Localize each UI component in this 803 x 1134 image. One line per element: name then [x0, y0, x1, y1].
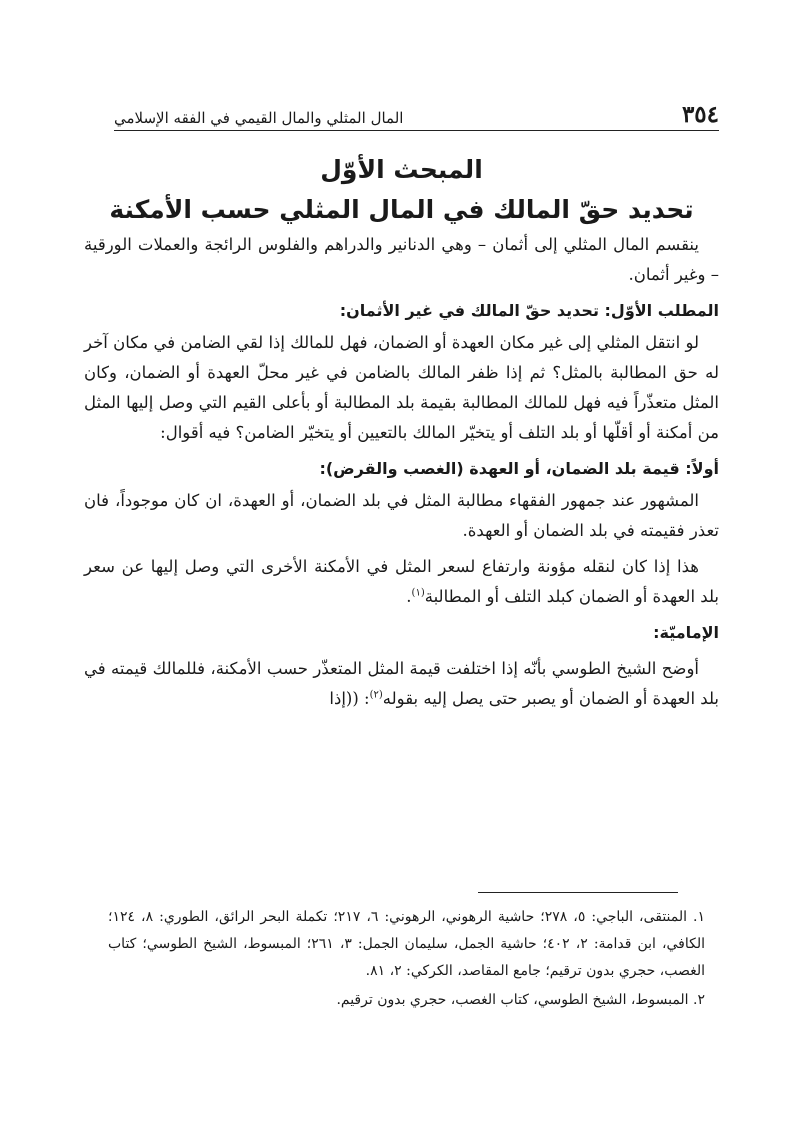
- footnote-1: ١. المنتقى، الباجي: ٥، ٢٧٨؛ حاشية الرهوني، الرهوني: ٦، ٢١٧؛ تكملة البحر الرائق، الطوري: ٨، ١٢٤؛ الكافي، ابن قدامة: ٢، ٤٠٢؛ حاشية الجمل، سليمان الجمل: ٣، ٢٦١؛ المبسوط، الشيخ الطوسي؛ كتاب الغصب، حجري بدون ترقيم؛ جامع المقاصد، الكركي: ٢، ٨١.: [108, 909, 706, 979]
- imamiyya-heading: الإماميّة:: [653, 623, 719, 642]
- section-1-paragraph: لو انتقل المثلي إلى غير مكان العهدة أو الضمان، فهل للمالك إذا لقي الضامن في مكان آخر له حق المطالبة بالمثل؟ ثم إذا ظفر المالك بالضامن في غير محلّ العهدة أو الضمان، وكان المثل متعذّراً فيه فهل للمالك المطالبة بقيمة بلد المطالبة أو بأعلى القيم التي وصل إليها المثل من أمكنة أو أقلّها أو بلد التلف أو يتخيّر المالك بالتعيين أو يتخيّر الضامن؟ فيه أقوال:: [84, 333, 719, 442]
- intro-paragraph: ينقسم المال المثلي إلى أثمان – وهي الدنانير والدراهم والفلوس الرائجة والعملات الورقية – وغير أثمان.: [84, 235, 719, 284]
- section-heading-1: المطلب الأوّل: تحديد حقّ المالك في غير الأثمان:: [339, 301, 719, 320]
- chapter-title-line-1: المبحث الأوّل: [320, 155, 483, 184]
- first-paragraph-2-end: .: [406, 587, 412, 606]
- chapter-title-line-2: تحديد حقّ المالك في المال المثلي حسب الأمكنة: [109, 195, 694, 224]
- footnotes: [108, 904, 705, 1016]
- imamiyya-paragraph: [84, 654, 719, 714]
- first-paragraph-1: المشهور عند جمهور الفقهاء مطالبة المثل في بلد الضمان، أو العهدة، ان كان موجوداً، فان تعذر فقيمته في بلد الضمان أو العهدة.: [84, 491, 719, 540]
- first-paragraph-2-text: هذا إذا كان لنقله مؤونة وارتفاع لسعر المثل في الأمكنة الأخرى التي وصل إليها عن سعر بلد العهدة أو الضمان كبلد التلف أو المطالبة: [84, 557, 719, 606]
- footnote-ref-1[interactable]: (١): [411, 587, 425, 599]
- footnote-ref-2[interactable]: (٢): [369, 689, 383, 701]
- footnote-2: ٢. المبسوط، الشيخ الطوسي، كتاب الغصب، حجري بدون ترقيم.: [336, 992, 705, 1008]
- main-text: [84, 150, 719, 714]
- first-paragraph-2: [84, 552, 719, 612]
- running-title: المال المثلي والمال القيمي في الفقه الإسلامي: [114, 109, 404, 127]
- page-number: ٣٥٤: [681, 101, 719, 128]
- footnote-separator: [478, 892, 678, 893]
- imamiyya-paragraph-end: : ((إذا: [329, 689, 370, 708]
- subsection-heading-first: أولاً: قيمة بلد الضمان، أو العهدة (الغصب والقرض):: [319, 459, 719, 478]
- imamiyya-paragraph-text: أوضح الشيخ الطوسي بأنّه إذا اختلفت قيمة المثل المتعذّر حسب الأمكنة، فللمالك قيمته في بلد العهدة أو الضمان أو يصبر حتى يصل إليه بقوله: [84, 659, 719, 708]
- running-header: [114, 92, 719, 131]
